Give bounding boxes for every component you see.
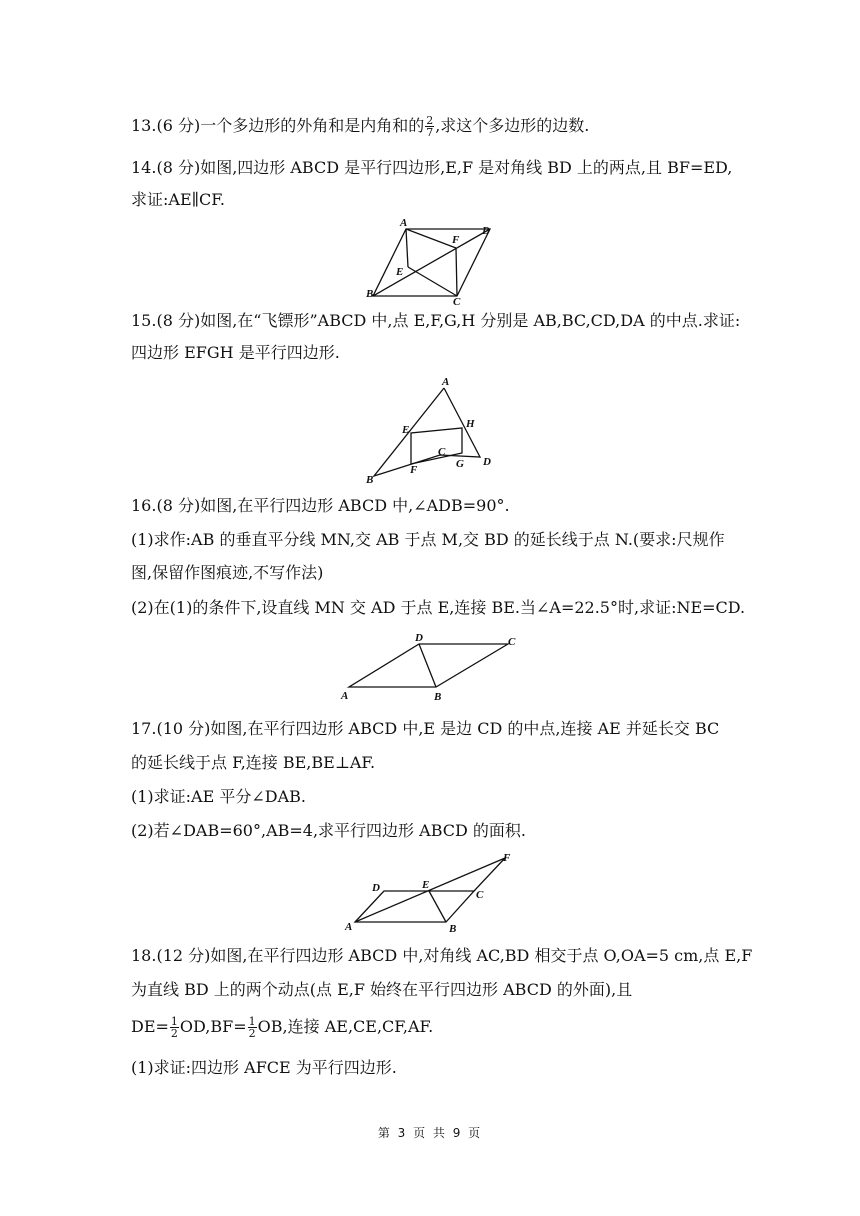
q15-label-b: B xyxy=(366,474,374,486)
q14-label-c: C xyxy=(453,296,461,308)
q14-label-f: F xyxy=(452,234,460,246)
q17-label-c: C xyxy=(476,889,484,901)
q15-label-e: E xyxy=(402,424,410,436)
q17-line-be xyxy=(429,891,446,922)
q14-label-b: B xyxy=(366,288,374,300)
q16-label-c: C xyxy=(508,636,516,648)
q18-line3 xyxy=(131,1016,433,1039)
q16-line2: (1)求作:AB 的垂直平分线 MN,交 AB 于点 M,交 BD 的延长线于点 N.(要求:尺规作 xyxy=(131,530,725,549)
q17-label-b: B xyxy=(449,923,457,935)
q18-fraction-2: $\frac{1}{2}$ xyxy=(248,1015,256,1040)
q14-label-d: D xyxy=(482,225,490,237)
q17-line2: 的延长线于点 F,连接 BE,BE⊥AF. xyxy=(131,753,376,772)
q17-parallelogram xyxy=(355,891,474,922)
q16-line1: 16.(8 分)如图,在平行四边形 ABCD 中,∠ADB=90°. xyxy=(131,496,510,515)
q18-line3-c: OB,连接 AE,CE,CF,AF. xyxy=(257,1017,434,1036)
q17-label-d: D xyxy=(372,882,380,894)
q16-line3: 图,保留作图痕迹,不写作法) xyxy=(131,563,324,582)
q14-label-a: A xyxy=(400,217,408,229)
q16-label-d: D xyxy=(415,632,423,644)
q18-line3-a: DE= xyxy=(131,1017,169,1036)
q14-label-e: E xyxy=(396,266,404,278)
q17-label-a: A xyxy=(345,921,353,933)
q15-label-c: C xyxy=(438,446,446,458)
q17-label-f: F xyxy=(503,852,511,864)
q13-lead: 13.(6 分)一个多边形的外角和是内角和的 xyxy=(131,116,425,135)
q17-line4: (2)若∠DAB=60°,AB=4,求平行四边形 ABCD 的面积. xyxy=(131,821,526,840)
q18-line4: (1)求证:四边形 AFCE 为平行四边形. xyxy=(131,1058,397,1077)
q18-line2: 为直线 BD 上的两个动点(点 E,F 始终在平行四边形 ABCD 的外面),且 xyxy=(131,980,633,999)
q13-fraction: $\frac{2}{7}$ xyxy=(426,114,434,139)
q14-line2: 求证:AE∥CF. xyxy=(131,190,225,209)
q16-line4: (2)在(1)的条件下,设直线 MN 交 AD 于点 E,连接 BE.当∠A=22.5°时,求证:NE=CD. xyxy=(131,598,746,617)
q17-line-cf xyxy=(474,858,505,891)
q18-fraction-1: $\frac{1}{2}$ xyxy=(170,1015,178,1040)
q13-tail: ,求这个多边形的边数. xyxy=(435,116,590,135)
q14-line1: 14.(8 分)如图,四边形 ABCD 是平行四边形,E,F 是对角线 BD 上的两点,且 BF=ED, xyxy=(131,158,733,177)
q15-label-a: A xyxy=(442,376,450,388)
q15-line1: 15.(8 分)如图,在“飞镖形”ABCD 中,点 E,F,G,H 分别是 AB,BC,CD,DA 的中点.求证: xyxy=(131,311,741,330)
q17-line3: (1)求证:AE 平分∠DAB. xyxy=(131,787,307,806)
q15-line2: 四边形 EFGH 是平行四边形. xyxy=(131,343,340,362)
page-footer: 第 3 页 共 9 页 xyxy=(377,1126,483,1140)
q18-line3-b: OD,BF= xyxy=(179,1017,247,1036)
q15-label-f: F xyxy=(410,464,418,476)
q17-line1: 17.(10 分)如图,在平行四边形 ABCD 中,E 是边 CD 的中点,连接 AE 并延长交 BC xyxy=(131,719,720,738)
q15-label-d: D xyxy=(483,456,491,468)
q15-label-g: G xyxy=(456,458,464,470)
q16-label-b: B xyxy=(434,691,442,703)
q16-label-a: A xyxy=(341,690,349,702)
q15-label-h: H xyxy=(466,418,475,430)
q18-line1: 18.(12 分)如图,在平行四边形 ABCD 中,对角线 AC,BD 相交于点 O,OA=5 cm,点 E,F xyxy=(131,946,753,965)
q17-label-e: E xyxy=(422,879,430,891)
